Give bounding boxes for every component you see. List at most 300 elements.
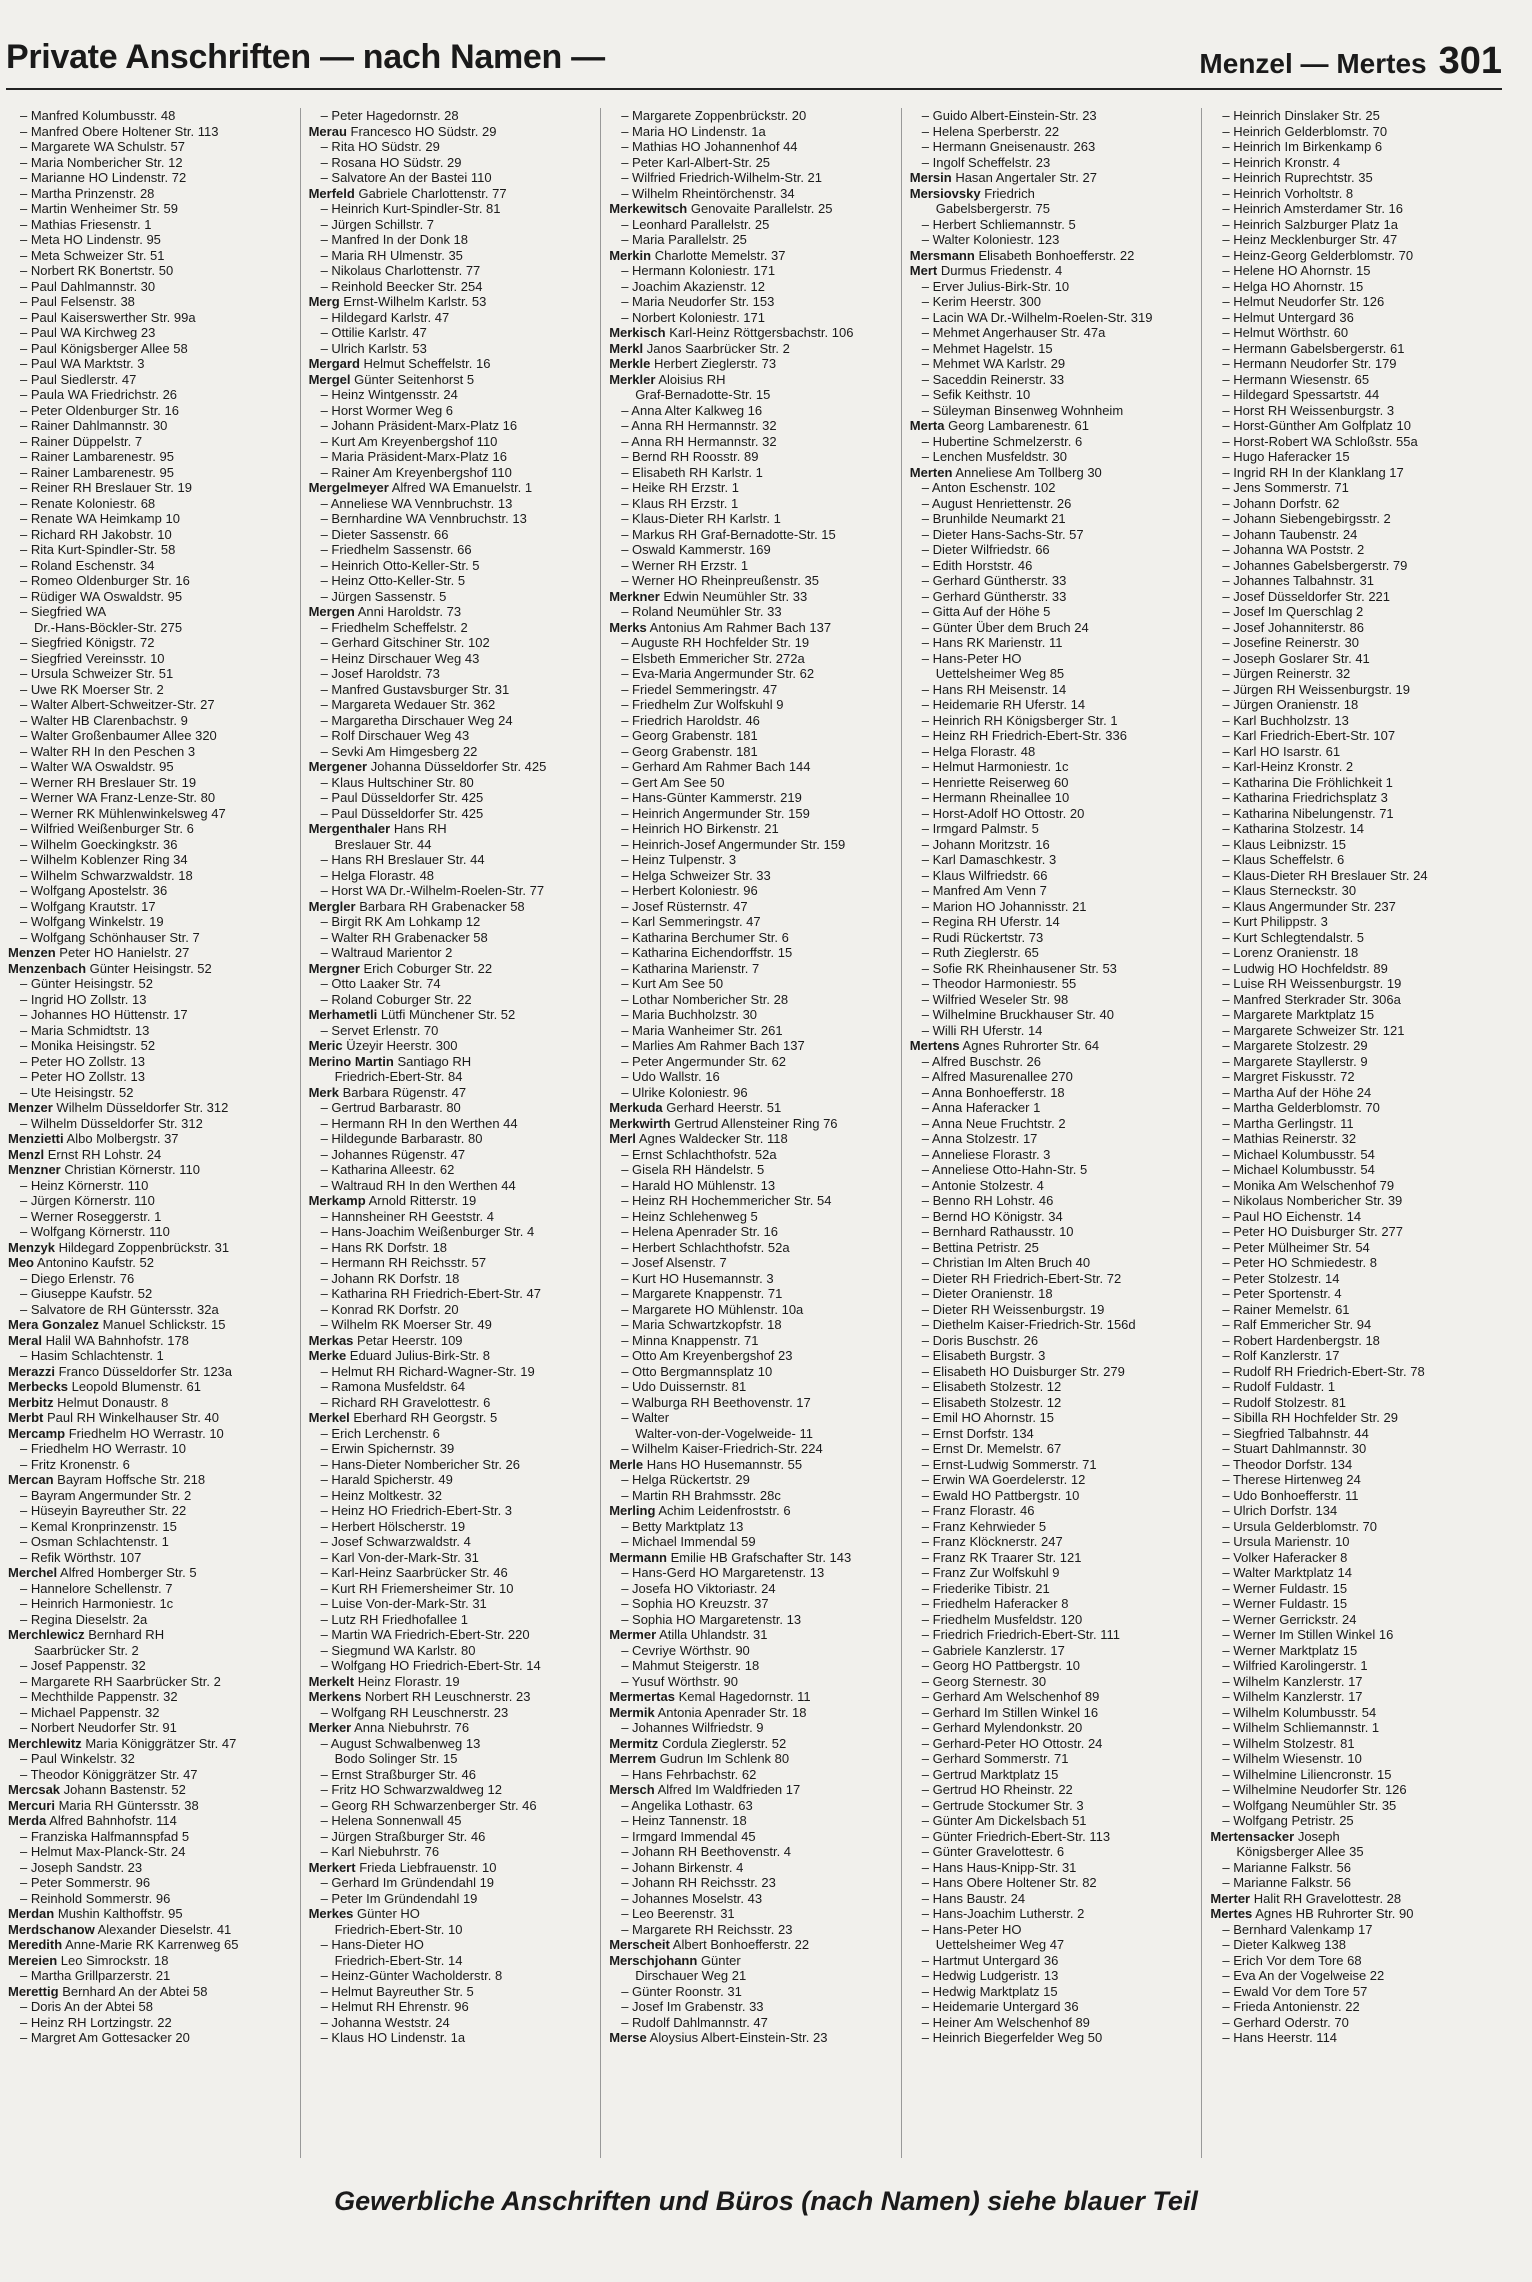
directory-entry — [8, 263, 292, 279]
directory-entry — [1210, 573, 1494, 589]
directory-entry — [910, 1255, 1194, 1271]
entry-details: – Anna Bonhoefferstr. 18 — [921, 1084, 1065, 1100]
entry-details: – Wilhelm Kaiser-Friedrich-Str. 224 — [621, 1441, 823, 1456]
entry-details: – Martha Gerlingstr. 11 — [1222, 1115, 1354, 1131]
entry-surname: Merhametli — [308, 1007, 378, 1022]
entry-details: – Otto Am Kreyenbergshof 23 — [621, 1348, 793, 1363]
directory-entry — [8, 976, 292, 992]
directory-entry — [8, 1658, 292, 1674]
entry-surname: Merbecks — [8, 1379, 68, 1394]
entry-details: – Michael Pappenstr. 32 — [20, 1704, 160, 1720]
entry-details: – Heinrich HO Birkenstr. 21 — [621, 821, 779, 836]
directory-entry — [1210, 1875, 1494, 1891]
directory-entry — [309, 108, 593, 124]
entry-details: – Hermann Neudorfer Str. 179 — [1222, 356, 1397, 371]
directory-entry — [910, 1379, 1194, 1395]
entry-details: – Maria Wanheimer Str. 261 — [621, 1022, 783, 1038]
directory-entry — [609, 465, 893, 481]
directory-entry — [8, 1829, 292, 1845]
entry-details: – Wolfgang Körnerstr. 110 — [20, 1224, 170, 1239]
directory-entry — [609, 1224, 893, 1240]
entry-details: – Josef Pappenstr. 32 — [20, 1658, 146, 1673]
entry-details: – Rainer Lambarenestr. 95 — [20, 464, 174, 480]
entry-details: – Hermann Rheinallee 10 — [921, 790, 1070, 805]
directory-entry — [8, 589, 292, 605]
directory-entry — [910, 1658, 1194, 1674]
entry-details: – Johannes Moselstr. 43 — [621, 1890, 763, 1906]
directory-entry — [309, 945, 593, 961]
directory-entry — [910, 496, 1194, 512]
directory-entry — [309, 961, 593, 977]
directory-entry — [8, 1178, 292, 1194]
directory-entry — [609, 930, 893, 946]
entry-details: Anna Niebuhrstr. 76 — [354, 1720, 470, 1735]
entry-details: Friedrich-Ebert-Str. 14 — [334, 1952, 463, 1968]
entry-details: Gerhard Heerstr. 51 — [666, 1100, 782, 1115]
directory-entry — [1210, 294, 1494, 310]
directory-entry — [1210, 1705, 1494, 1721]
directory-entry — [609, 837, 893, 853]
entry-details: Frieda Liebfrauenstr. 10 — [359, 1859, 497, 1875]
directory-entry — [8, 1100, 292, 1116]
entry-details: – Gerhard Im Stillen Winkel 16 — [921, 1704, 1099, 1720]
directory-entry — [1210, 1968, 1494, 1984]
entry-details: Alfred WA Emanuelstr. 1 — [391, 480, 533, 495]
directory-entry — [609, 449, 893, 465]
directory-entry — [309, 1069, 593, 1085]
entry-details: Saarbrücker Str. 2 — [34, 1642, 139, 1658]
entry-details: Johanna Düsseldorfer Str. 425 — [370, 759, 547, 774]
entry-details: – Wolfgang Krautstr. 17 — [20, 898, 156, 914]
entry-details: – Sofie RK Rheinhausener Str. 53 — [921, 960, 1117, 976]
directory-entry — [609, 1782, 893, 1798]
entry-details: – Gerhard Gitschiner Str. 102 — [320, 635, 490, 650]
directory-entry — [609, 759, 893, 775]
entry-details: – Ulrich Dorfstr. 134 — [1222, 1503, 1338, 1518]
directory-entry — [1210, 1767, 1494, 1783]
directory-entry — [8, 620, 292, 636]
directory-entry — [1210, 992, 1494, 1008]
entry-details: – Peter HO Duisburger Str. 277 — [1222, 1224, 1404, 1239]
entry-details: – Ernst Dr. Memelstr. 67 — [921, 1441, 1062, 1456]
entry-details: – Wilhelm Kolumbusstr. 54 — [1222, 1704, 1377, 1720]
entry-details: – Ursula Gelderblomstr. 70 — [1222, 1518, 1377, 1534]
directory-entry — [910, 1565, 1194, 1581]
entry-details: – Harald HO Mühlenstr. 13 — [621, 1177, 776, 1193]
directory-entry — [1210, 1457, 1494, 1473]
entry-details: – Diego Erlenstr. 76 — [20, 1270, 135, 1286]
directory-entry — [609, 868, 893, 884]
entry-details: – Rainer Düppelstr. 7 — [20, 433, 143, 449]
entry-details: Lütfi Münchener Str. 52 — [380, 1007, 516, 1022]
entry-details: – Hermann Wiesenstr. 65 — [1222, 371, 1370, 387]
entry-details: – Peter Angermunder Str. 62 — [621, 1053, 786, 1069]
directory-entry — [309, 511, 593, 527]
entry-details: – Johann RK Dorfstr. 18 — [320, 1270, 460, 1286]
directory-entry — [8, 682, 292, 698]
directory-entry — [1210, 1286, 1494, 1302]
directory-entry — [309, 1705, 593, 1721]
entry-surname: Merkwirth — [609, 1115, 671, 1131]
entry-details: Charlotte Memelstr. 37 — [654, 247, 786, 263]
directory-entry — [309, 1333, 593, 1349]
directory-entry — [8, 232, 292, 248]
entry-details: – Josef Im Grabenstr. 33 — [621, 1999, 764, 2014]
entry-details: – Maria Schwartzkopfstr. 18 — [621, 1317, 782, 1332]
directory-entry — [910, 170, 1194, 186]
entry-details: – Paula WA Friedrichstr. 26 — [20, 387, 178, 402]
directory-entry — [609, 1240, 893, 1256]
entry-details: – Elisabeth Stolzestr. 12 — [921, 1379, 1062, 1394]
entry-surname: Merda — [8, 1813, 47, 1828]
column-2 — [300, 108, 601, 2158]
directory-entry — [1210, 2030, 1494, 2046]
directory-entry — [910, 1488, 1194, 1504]
directory-entry — [1210, 697, 1494, 713]
directory-entry — [309, 496, 593, 512]
entry-surname: Merta — [909, 418, 945, 433]
entry-details: – Luise RH Weissenburgstr. 19 — [1222, 976, 1402, 991]
entry-surname: Mertens — [909, 1038, 960, 1053]
directory-entry — [8, 1999, 292, 2015]
directory-entry — [309, 1193, 593, 1209]
directory-entry — [309, 1937, 593, 1953]
entry-details: – Klaus Angermunder Str. 237 — [1222, 898, 1396, 914]
entry-details: – Werner Roseggerstr. 1 — [20, 1208, 162, 1224]
entry-details: – Horst-Adolf HO Ottostr. 20 — [921, 805, 1085, 821]
directory-entry — [8, 1705, 292, 1721]
directory-entry — [609, 1379, 893, 1395]
entry-details: – Alfred Masurenallee 270 — [921, 1069, 1073, 1084]
entry-details: – Michael Kolumbusstr. 54 — [1222, 1162, 1375, 1177]
directory-entry — [309, 759, 593, 775]
directory-entry — [8, 1023, 292, 1039]
directory-entry — [609, 387, 893, 403]
directory-entry — [910, 1317, 1194, 1333]
entry-details: Alfred Bahnhofstr. 114 — [49, 1813, 177, 1828]
directory-entry — [1210, 1410, 1494, 1426]
directory-entry — [1210, 1023, 1494, 1039]
entry-details: – Friedhelm Scheffelstr. 2 — [320, 619, 468, 635]
directory-entry — [910, 1023, 1194, 1039]
entry-details: – Manfred Kolumbusstr. 48 — [20, 108, 176, 123]
entry-details: Günter HO — [357, 1906, 420, 1921]
directory-entry — [8, 248, 292, 264]
directory-entry — [1210, 1503, 1494, 1519]
entry-details: – Paul Felsenstr. 38 — [20, 294, 135, 309]
entry-details: – Heinrich Biegerfelder Weg 50 — [921, 2030, 1103, 2045]
entry-surname: Mergel — [308, 371, 351, 387]
entry-details: – Leo Beerenstr. 31 — [621, 1906, 735, 1921]
entry-surname: Menzen — [8, 945, 56, 960]
directory-entry — [609, 1348, 893, 1364]
directory-entry — [1210, 1627, 1494, 1643]
directory-entry — [8, 1131, 292, 1147]
directory-entry — [1210, 496, 1494, 512]
directory-entry — [609, 1844, 893, 1860]
directory-entry — [1210, 589, 1494, 605]
entry-details: – Osman Schlachtenstr. 1 — [20, 1534, 169, 1549]
directory-entry — [8, 697, 292, 713]
directory-entry — [609, 1333, 893, 1349]
entry-details: – Paul HO Eichenstr. 14 — [1222, 1208, 1362, 1224]
directory-entry — [910, 1581, 1194, 1597]
entry-details: – Gerhard Oderstr. 70 — [1222, 2014, 1349, 2030]
directory-entry — [910, 1503, 1194, 1519]
directory-entry — [910, 1519, 1194, 1535]
entry-details: – Regina RH Uferstr. 14 — [921, 914, 1060, 929]
entry-details: – Erver Julius-Birk-Str. 10 — [921, 278, 1070, 294]
entry-details: Gabriele Charlottenstr. 77 — [358, 185, 507, 201]
directory-entry — [910, 341, 1194, 357]
directory-entry — [910, 852, 1194, 868]
entry-details: – Michael Kolumbusstr. 54 — [1222, 1146, 1375, 1162]
page-header — [6, 32, 1502, 90]
entry-details: – Kurt Schlegtendalstr. 5 — [1222, 929, 1365, 945]
entry-details: – Heinz Wintgensstr. 24 — [320, 387, 458, 402]
directory-entry — [1210, 868, 1494, 884]
directory-entry — [910, 139, 1194, 155]
entry-details: – Paul Königsberger Allee 58 — [20, 340, 188, 356]
entry-surname: Menzietti — [8, 1131, 64, 1146]
entry-details: – Heinrich Im Birkenkamp 6 — [1222, 139, 1383, 154]
entry-details: – Hans-Dieter HO — [320, 1937, 424, 1952]
entry-details: – Peter HO Zollstr. 13 — [20, 1069, 145, 1084]
entry-surname: Merkel — [308, 1410, 350, 1425]
directory-entry — [910, 263, 1194, 279]
directory-entry — [910, 1612, 1194, 1628]
directory-entry — [609, 1581, 893, 1597]
entry-details: – Waltraud RH In den Werthen 44 — [320, 1177, 516, 1193]
directory-entry — [1210, 1643, 1494, 1659]
entry-details: Emilie HB Grafschafter Str. 143 — [670, 1549, 852, 1565]
entry-surname: Merau — [308, 123, 347, 139]
entry-surname: Merkes — [308, 1906, 354, 1921]
entry-details: – Angelika Lothastr. 63 — [621, 1797, 753, 1813]
entry-details: – Karl Buchholzstr. 13 — [1222, 712, 1349, 728]
directory-entry — [609, 1503, 893, 1519]
entry-details: – Sophia HO Kreuzstr. 37 — [621, 1596, 769, 1611]
directory-entry — [910, 1860, 1194, 1876]
directory-entry — [8, 635, 292, 651]
directory-entry — [309, 1395, 593, 1411]
entry-details: Franco Düsseldorfer Str. 123a — [58, 1363, 233, 1379]
entry-details: Uettelsheimer Weg 85 — [935, 666, 1065, 681]
directory-entry — [609, 1860, 893, 1876]
directory-entry — [1210, 465, 1494, 481]
entry-details: – Dieter Hans-Sachs-Str. 57 — [921, 526, 1084, 542]
directory-entry — [309, 728, 593, 744]
directory-entry — [309, 1178, 593, 1194]
entry-surname: Mergelmeyer — [308, 480, 389, 495]
directory-entry — [910, 868, 1194, 884]
entry-surname: Mersmann — [909, 247, 975, 263]
entry-details: – Margarete WA Schulstr. 57 — [20, 139, 185, 154]
entry-details: – Herbert Schliemannstr. 5 — [921, 216, 1076, 232]
directory-entry — [8, 1255, 292, 1271]
entry-details: – Rainer Am Kreyenbergshof 110 — [320, 464, 512, 480]
entry-surname: Mersin — [909, 170, 952, 185]
entry-details: – Helmut Wörthstr. 60 — [1222, 325, 1349, 340]
entry-details: – Gertrude Stockumer Str. 3 — [921, 1797, 1084, 1813]
entry-details: – Hedwig Ludgeristr. 13 — [921, 1968, 1059, 1983]
entry-details: – Jürgen Oranienstr. 18 — [1222, 697, 1359, 712]
directory-entry — [609, 1085, 893, 1101]
entry-details: – Ulrike Koloniestr. 96 — [621, 1084, 748, 1100]
directory-entry — [609, 558, 893, 574]
entry-details: – Hans Obere Holtener Str. 82 — [921, 1875, 1097, 1890]
directory-entry — [8, 1984, 292, 2000]
directory-entry — [1210, 620, 1494, 636]
directory-entry — [910, 728, 1194, 744]
column-1 — [6, 108, 300, 2158]
entry-details: – Klaus RH Erzstr. 1 — [621, 495, 739, 511]
directory-entry — [910, 1953, 1194, 1969]
entry-surname: Merazzi — [8, 1363, 55, 1379]
directory-entry — [309, 2030, 593, 2046]
directory-entry — [309, 1627, 593, 1643]
directory-entry — [8, 1240, 292, 1256]
entry-details: – Martha Auf der Höhe 24 — [1222, 1084, 1372, 1100]
entry-details: – Margaretha Dirschauer Weg 24 — [320, 712, 513, 728]
directory-entry — [309, 1379, 593, 1395]
directory-entry — [8, 775, 292, 791]
entry-details: Ernst-Wilhelm Karlstr. 53 — [343, 294, 487, 309]
entry-details: – Willi RH Uferstr. 14 — [921, 1022, 1043, 1038]
directory-entry — [910, 1116, 1194, 1132]
entry-surname: Merl — [609, 1131, 636, 1146]
directory-entry — [8, 868, 292, 884]
entry-details: – Anneliese Otto-Hahn-Str. 5 — [921, 1162, 1088, 1177]
directory-entry — [609, 1069, 893, 1085]
entry-details: – Gertrud HO Rheinstr. 22 — [921, 1782, 1073, 1797]
entry-details: – Helmut Harmoniestr. 1c — [921, 759, 1069, 774]
entry-details: – Maria Präsident-Marx-Platz 16 — [320, 449, 507, 464]
entry-surname: Mera Gonzalez — [8, 1317, 100, 1332]
entry-details: – Hans Fehrbachstr. 62 — [621, 1766, 757, 1782]
entry-details: – Wolfgang Schönhauser Str. 7 — [20, 929, 200, 945]
entry-details: – Hugo Haferacker 15 — [1222, 449, 1350, 464]
entry-details: – Heinz Körnerstr. 110 — [20, 1177, 149, 1193]
directory-entry — [910, 1751, 1194, 1767]
directory-entry — [309, 1317, 593, 1333]
entry-details: – Margarete HO Mühlenstr. 10a — [621, 1301, 804, 1317]
directory-entry — [1210, 387, 1494, 403]
directory-entry — [910, 1891, 1194, 1907]
directory-entry — [609, 1271, 893, 1287]
directory-entry — [910, 1085, 1194, 1101]
directory-entry — [910, 542, 1194, 558]
entry-details: – Rita HO Südstr. 29 — [320, 139, 440, 154]
entry-details: – Manfred Sterkrader Str. 306a — [1222, 991, 1401, 1007]
entry-details: – Lacin WA Dr.-Wilhelm-Roelen-Str. 319 — [921, 309, 1153, 325]
entry-details: – Dieter Oranienstr. 18 — [921, 1286, 1053, 1301]
directory-entry — [1210, 666, 1494, 682]
entry-details: – Martha Grillparzerstr. 21 — [20, 1968, 171, 1983]
entry-details: – Karl Friedrich-Ebert-Str. 107 — [1222, 728, 1396, 743]
entry-details: – Ingrid RH In der Klanklang 17 — [1222, 464, 1404, 480]
entry-details: – Gertrud Marktplatz 15 — [921, 1766, 1059, 1782]
directory-entry — [609, 527, 893, 543]
directory-entry — [1210, 1922, 1494, 1938]
entry-details: – Anna RH Hermannstr. 32 — [621, 433, 777, 449]
entry-details: – Peter Oldenburger Str. 16 — [20, 402, 179, 418]
entry-details: – Jens Sommerstr. 71 — [1222, 480, 1349, 495]
entry-details: – Josef Düsseldorfer Str. 221 — [1222, 588, 1391, 604]
directory-entry — [609, 1767, 893, 1783]
entry-details: – Katharina Friedrichsplatz 3 — [1222, 790, 1388, 805]
entry-details: – Reinhold Beecker Str. 254 — [320, 278, 483, 294]
entry-details: – Rudolf Stolzestr. 81 — [1222, 1394, 1346, 1410]
entry-details: – Udo Duissernstr. 81 — [621, 1379, 747, 1394]
directory-entry — [309, 1457, 593, 1473]
entry-details: – Rolf Kanzlerstr. 17 — [1222, 1348, 1340, 1363]
entry-surname: Mersiovsky — [909, 185, 981, 201]
directory-entry — [910, 1875, 1194, 1891]
directory-entry — [609, 1193, 893, 1209]
directory-entry — [309, 418, 593, 434]
entry-details: Günter — [700, 1952, 741, 1968]
directory-entry — [309, 1038, 593, 1054]
entry-details: Norbert RH Leuschnerstr. 23 — [364, 1689, 531, 1704]
directory-entry — [8, 1224, 292, 1240]
entry-details: – Hedwig Marktplatz 15 — [921, 1983, 1058, 1999]
entry-surname: Mermik — [609, 1704, 655, 1720]
entry-details: – Georg HO Pattbergstr. 10 — [921, 1658, 1081, 1673]
directory-entry — [8, 434, 292, 450]
entry-surname: Merdan — [8, 1906, 55, 1921]
entry-details: – Werner Marktplatz 15 — [1222, 1642, 1358, 1658]
directory-entry — [609, 1472, 893, 1488]
directory-entry — [609, 1674, 893, 1690]
entry-details: Graf-Bernadotte-Str. 15 — [635, 387, 771, 402]
directory-entry — [309, 341, 593, 357]
entry-details: – Wilhelmine Neudorfer Str. 126 — [1222, 1782, 1407, 1797]
entry-details: – Hans-Gerd HO Margaretenstr. 13 — [621, 1565, 825, 1580]
entry-details: – Christian Im Alten Bruch 40 — [921, 1255, 1091, 1270]
directory-entry — [8, 1612, 292, 1628]
directory-entry — [1210, 527, 1494, 543]
directory-entry — [309, 434, 593, 450]
entry-details: – Helmut Neudorfer Str. 126 — [1222, 294, 1385, 309]
entry-details: – Servet Erlenstr. 70 — [320, 1022, 439, 1038]
directory-entry — [309, 1255, 593, 1271]
directory-entry — [609, 945, 893, 961]
entry-surname: Merkle — [609, 356, 651, 371]
entry-details: – Erich Lerchenstr. 6 — [320, 1425, 440, 1441]
directory-entry — [1210, 108, 1494, 124]
directory-entry — [609, 186, 893, 202]
directory-entry — [8, 496, 292, 512]
entry-details: – Fritz Kronenstr. 6 — [20, 1456, 130, 1472]
entry-details: – Yusuf Wörthstr. 90 — [621, 1673, 739, 1689]
directory-entry — [1210, 1224, 1494, 1240]
entry-details: – Erich Vor dem Tore 68 — [1222, 1952, 1362, 1968]
directory-entry — [609, 2015, 893, 2031]
column-4 — [901, 108, 1202, 2158]
entry-details: – Anna Stolzestr. 17 — [921, 1131, 1038, 1146]
directory-entry — [910, 403, 1194, 419]
entry-details: – Mechthilde Pappenstr. 32 — [20, 1689, 178, 1704]
directory-entry — [8, 1627, 292, 1643]
entry-details: – Walter Großenbaumer Allee 320 — [20, 728, 217, 743]
entry-surname: Merkuda — [609, 1100, 663, 1115]
entry-details: – Werner Gerrickstr. 24 — [1222, 1611, 1357, 1627]
entry-details: – Hans Heerstr. 114 — [1222, 2030, 1338, 2045]
directory-entry — [8, 1720, 292, 1736]
directory-entry — [8, 899, 292, 915]
entry-details: – Guido Albert-Einstein-Str. 23 — [921, 108, 1097, 123]
